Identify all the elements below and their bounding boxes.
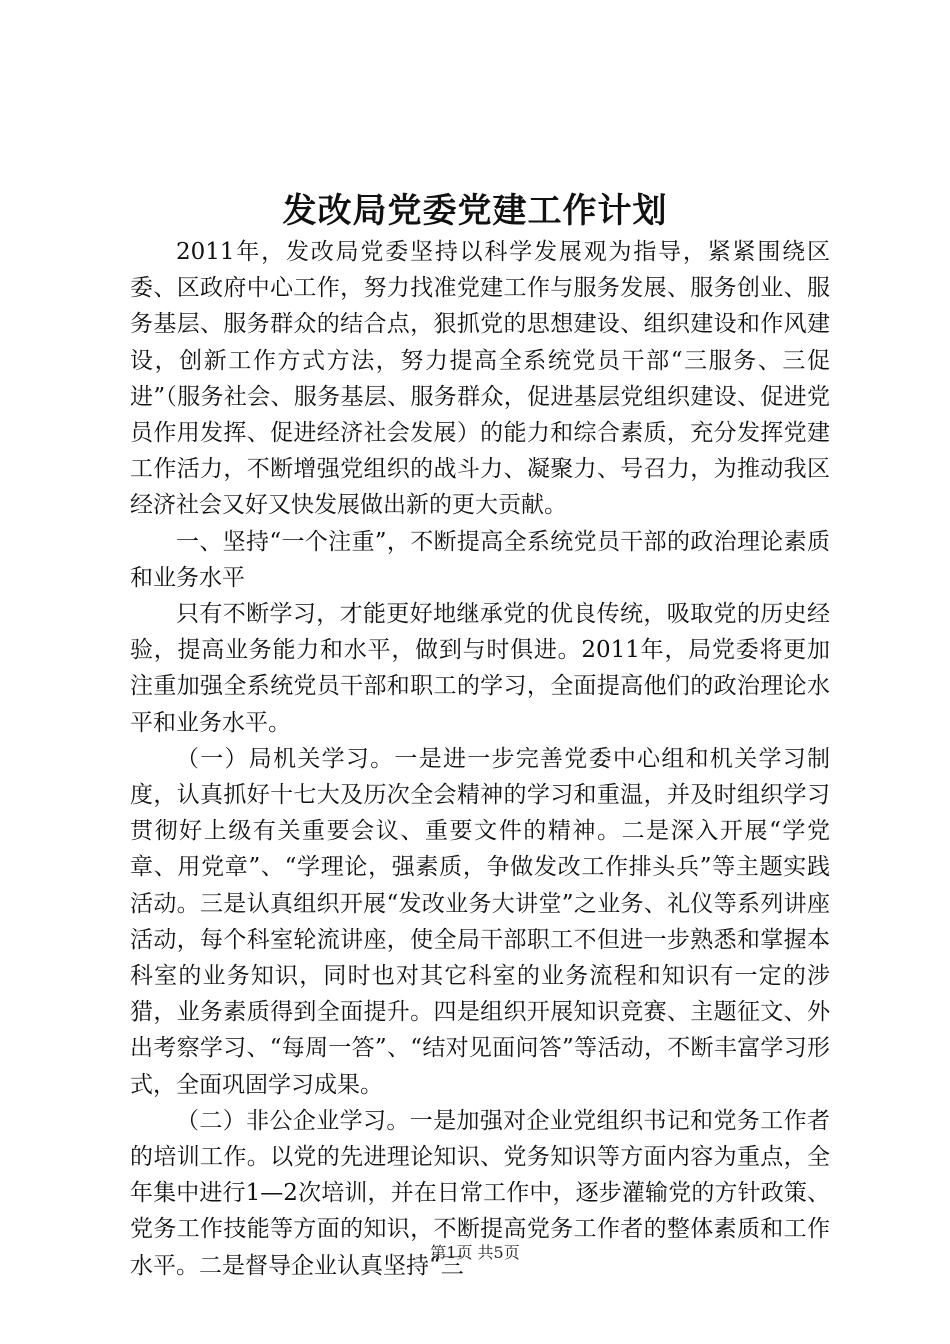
- document-title: 发改局党委党建工作计划: [282, 191, 668, 231]
- paragraph-bureau-study: （一）局机关学习。一是进一步完善党委中心组和机关学习制度，认真抓好十七大及历次全会精神的学习和重温，并及时组织学习贯彻好上级有关重要会议、重要文件的精神。二是深入开展“学党章、用党章”、“学理论，强素质，争做发改工作排头兵”等主题实践活动。三是认真组织开展“发改业务大讲堂”之业务、礼仪等系列讲座活动，每个科室轮流讲座，使全局干部职工不但进一步熟悉和掌握本科室的业务知识，同时也对其它科室的业务流程和知识有一定的涉猎，业务素质得到全面提升。四是组织开展知识竞赛、主题征文、外出考察学习、“每周一答”、“结对见面问答”等活动，不断丰富学习形式，全面巩固学习成果。: [130, 745, 830, 1098]
- paragraph-study: 只有不断学习，才能更好地继承党的优良传统，吸取党的历史经验，提高业务能力和水平，做到与时俱进。2011年，局党委将更加注重加强全系统党员干部和职工的学习，全面提高他们的政治理论水平和业务水平。: [130, 601, 830, 736]
- paragraph-enterprise-study: （二）非公企业学习。一是加强对企业党组织书记和党务工作者的培训工作。以党的先进理论知识、党务知识等方面内容为重点，全年集中进行1—2次培训，并在日常工作中，逐步灌输党的方针政策、党务工作技能等方面的知识，不断提高党务工作者的整体素质和工作水平。二是督导企业认真坚持“三: [130, 1107, 830, 1279]
- page-number-footer: 第1页 共5页: [430, 1243, 520, 1262]
- document-body: [130, 234, 830, 1284]
- paragraph-intro: 2011年，发改局党委坚持以科学发展观为指导，紧紧围绕区委、区政府中心工作，努力找准党建工作与服务发展、服务创业、服务基层、服务群众的结合点，狠抓党的思想建设、组织建设和作风建设，创新工作方式方法，努力提高全系统党员干部“三服务、三促进”（服务社会、服务基层、服务群众，促进基层党组织建设、促进党员作用发挥、促进经济社会发展）的能力和综合素质，充分发挥党建工作活力，不断增强党组织的战斗力、凝聚力、号召力，为推动我区经济社会又好又快发展做出新的更大贡献。: [130, 239, 830, 519]
- section-heading-1: 一、坚持“一个注重”，不断提高全系统党员干部的政治理论素质和业务水平: [130, 528, 830, 591]
